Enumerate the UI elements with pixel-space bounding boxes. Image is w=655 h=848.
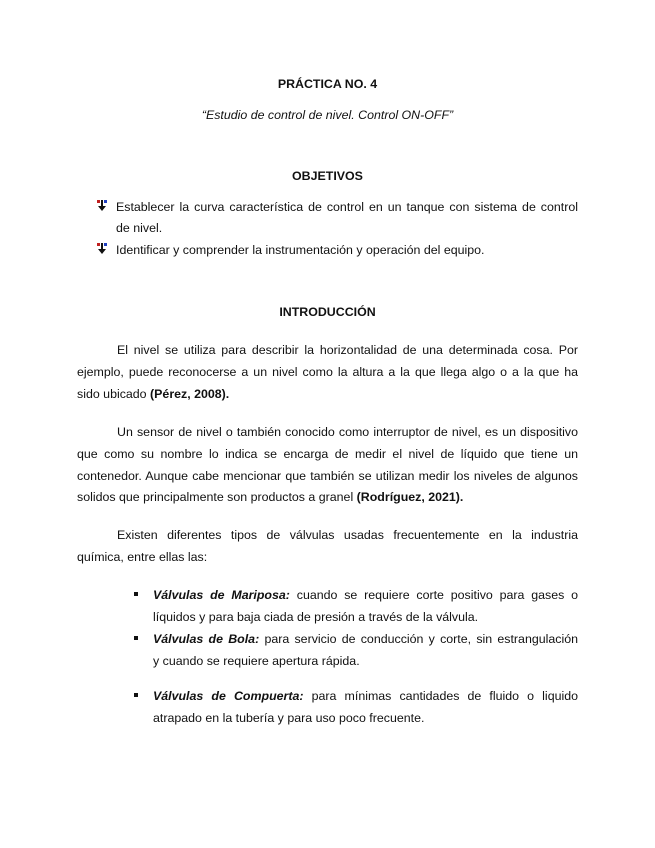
objetivo-1-line-2: de nivel. [116, 221, 163, 235]
p2-line-4: solidos que principalmente son productos a granel (Rodríguez, 2021). [77, 490, 464, 504]
p2-line-3: contenedor. Aunque cabe mencionar que también se utilizan medir los niveles de algunos [77, 469, 578, 483]
arrow-bullet-icon [96, 242, 108, 259]
p2-citation: (Rodríguez, 2021). [356, 490, 464, 504]
p1-citation: (Pérez, 2008). [150, 387, 230, 401]
valve-2-line-1: Válvulas de Bola: para servicio de conducción y corte, sin estrangulación [153, 632, 578, 646]
p2-line-1: Un sensor de nivel o también conocido como interruptor de nivel, es un dispositivo [117, 425, 578, 439]
objetivo-1-line-1: Establecer la curva característica de control en un tanque con sistema de control [116, 200, 578, 214]
valve-1-name: Válvulas de Mariposa: [153, 588, 290, 602]
arrow-bullet-icon [96, 199, 108, 216]
p1-line-2: ejemplo, puede reconocerse a un nivel como la altura a la que llega algo o a la que ha [77, 365, 578, 379]
square-bullet-icon [134, 636, 138, 640]
valve-1-line-2: líquidos y para baja ciada de presión a través de la válvula. [153, 610, 479, 624]
introduccion-heading: INTRODUCCIÓN [279, 305, 376, 319]
square-bullet-icon [134, 693, 138, 697]
p1-line-3: sido ubicado (Pérez, 2008). [77, 387, 230, 401]
practice-title: PRÁCTICA NO. 4 [277, 77, 378, 91]
valve-2-name: Válvulas de Bola: [153, 632, 260, 646]
valve-1-line-1: Válvulas de Mariposa: cuando se requiere corte positivo para gases o [153, 588, 578, 602]
valve-3-line-1: Válvulas de Compuerta: para mínimas cantidades de fluido o liquido [153, 689, 579, 703]
p1-line-1: El nivel se utiliza para describir la horizontalidad de una determinada cosa. Por [117, 343, 578, 357]
practice-subtitle: “Estudio de control de nivel. Control ON-OFF” [201, 108, 454, 122]
p3-line-2: química, entre ellas las: [77, 550, 208, 564]
p3-line-1: Existen diferentes tipos de válvulas usadas frecuentemente en la industria [117, 528, 578, 542]
p2-line-2: que como su nombre lo indica se encarga de medir el nivel de líquido que tiene un [77, 447, 578, 461]
square-bullet-icon [134, 592, 138, 596]
valve-2-line-2: y cuando se requiere apertura rápida. [153, 654, 360, 668]
valve-3-name: Válvulas de Compuerta: [153, 689, 304, 703]
objetivo-2-line-1: Identificar y comprender la instrumentación y operación del equipo. [116, 243, 485, 257]
objetivos-heading: OBJETIVOS [292, 169, 363, 183]
valve-3-line-2: atrapado en la tubería y para uso poco frecuente. [153, 711, 425, 725]
